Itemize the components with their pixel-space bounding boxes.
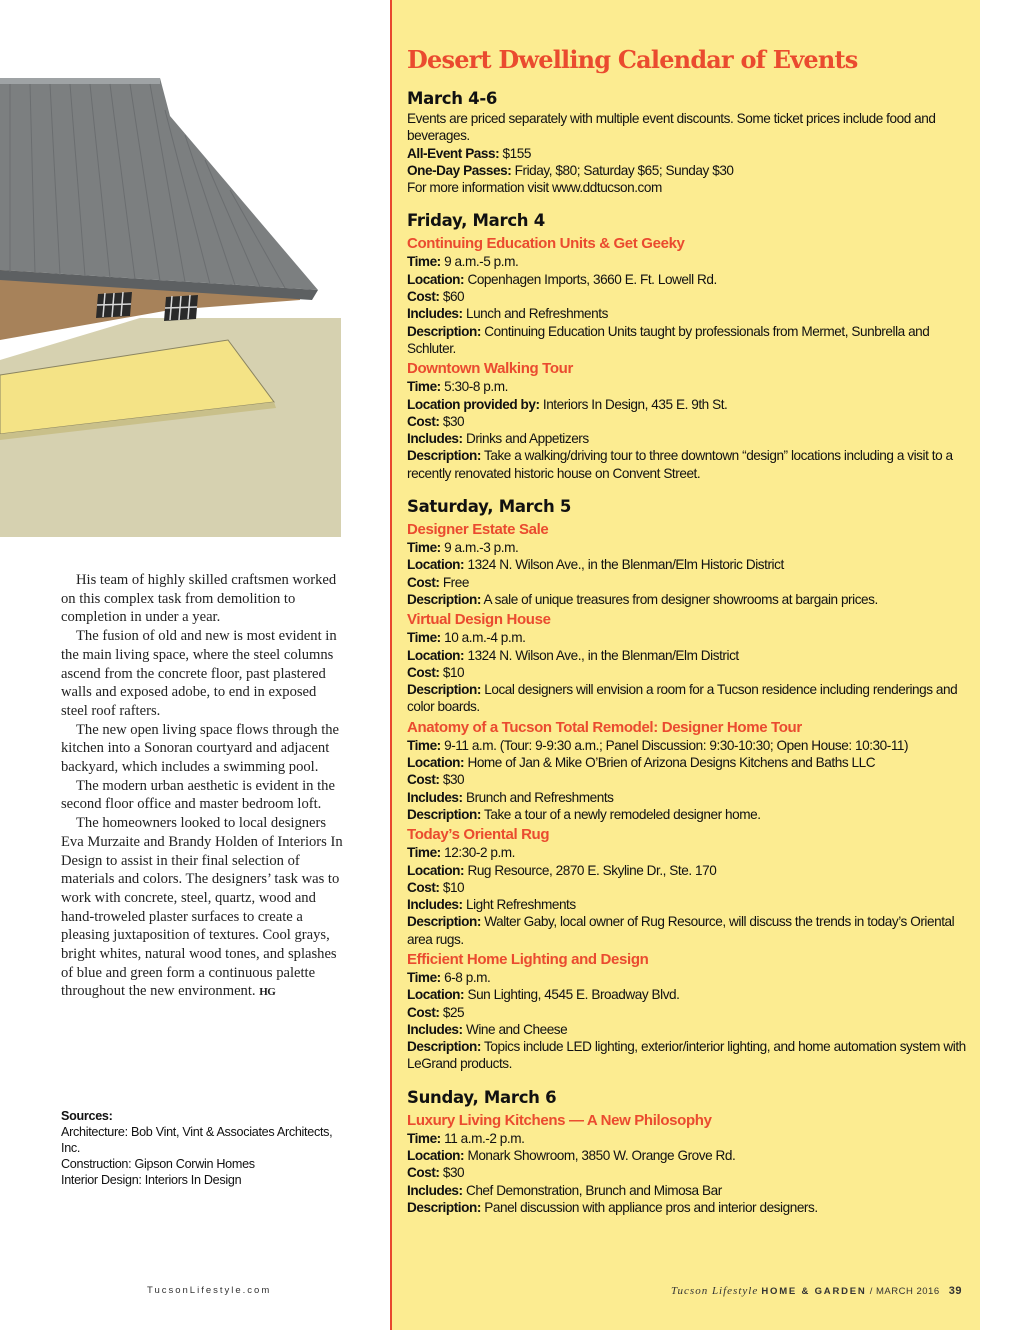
detail-value: Take a walking/driving tour to three downtown “design” locations including a visit to a recently renovated historic house on Convent Street. [407, 448, 953, 481]
footer-separator: / [869, 1286, 873, 1297]
detail-value: 9 a.m.-5 p.m. [444, 254, 519, 270]
event-detail-row [407, 647, 967, 664]
detail-value: Wine and Cheese [465, 1021, 568, 1037]
event-detail-row [407, 145, 967, 162]
page-number: 39 [948, 1285, 962, 1297]
sources-title: Sources: [61, 1109, 113, 1123]
day-heading: Saturday, March 5 [407, 497, 572, 517]
detail-value: Sun Lighting, 4545 E. Broadway Blvd. [467, 987, 680, 1003]
hg-end-mark: HG [259, 986, 276, 999]
event-title: Downtown Walking Tour [407, 360, 573, 378]
event-detail-row [407, 754, 967, 771]
event-item [407, 950, 967, 1073]
detail-value: Brunch and Refreshments [465, 789, 614, 805]
detail-value: $30 [442, 772, 465, 788]
detail-value: A sale of unique treasures from designer showrooms at bargain prices. [483, 591, 878, 607]
detail-value: 6-8 p.m. [444, 969, 491, 985]
detail-value: $10 [442, 879, 465, 895]
event-detail-row [407, 879, 967, 896]
day-heading: Sunday, March 6 [407, 1087, 557, 1107]
detail-label: Location: [407, 755, 465, 771]
house-rendering [0, 0, 341, 537]
detail-label: Includes: [407, 431, 463, 447]
detail-value: Chef Demonstration, Brunch and Mimosa Bar [465, 1182, 722, 1198]
detail-label: Description: [407, 1039, 481, 1055]
overview-intro: Events are priced separately with multiple event discounts. Some ticket prices include food and beverages. [407, 111, 936, 144]
detail-label: Cost: [407, 879, 440, 895]
detail-label: Location provided by: [407, 396, 540, 412]
detail-value: 9-11 a.m. (Tour: 9-9:30 a.m.; Panel Discussion: 9:30-10:30; Open House: 10:30-11) [444, 737, 909, 753]
day-heading: Friday, March 4 [407, 211, 545, 231]
detail-label: Cost: [407, 413, 440, 429]
detail-label: Location: [407, 557, 465, 573]
event-detail-row [407, 305, 967, 322]
detail-label: Location: [407, 271, 465, 287]
detail-label: Location: [407, 1148, 465, 1164]
event-detail-row [407, 288, 967, 305]
article-body [61, 571, 346, 1002]
event-detail-row [407, 162, 967, 179]
detail-value: $25 [442, 1004, 465, 1020]
day-section [407, 1087, 967, 1216]
event-detail-row [407, 447, 967, 482]
detail-label: Time: [407, 254, 441, 270]
detail-label: All-Event Pass: [407, 145, 500, 161]
event-title: Anatomy of a Tucson Total Remodel: Designer Home Tour [407, 718, 802, 736]
detail-value: 5:30-8 p.m. [444, 379, 508, 395]
article-paragraph: The new open living space flows through the kitchen into a Sonoran courtyard and adjacent backyard, which includes a swimming pool. [61, 721, 340, 776]
event-detail-row [407, 969, 967, 986]
event-title: Efficient Home Lighting and Design [407, 950, 649, 968]
detail-value: $60 [442, 289, 465, 305]
page-footer [671, 1285, 962, 1297]
event-detail-row [407, 1021, 967, 1038]
event-item [407, 610, 967, 715]
overview-rows [407, 145, 967, 197]
day-section [407, 496, 967, 1073]
event-detail-row [407, 771, 967, 788]
event-detail-row [407, 556, 967, 573]
detail-value: Local designers will envision a room for a Tucson residence including renderings and color boards. [407, 682, 958, 715]
detail-value: Interiors In Design, 435 E. 9th St. [542, 396, 728, 412]
detail-label: Location: [407, 987, 465, 1003]
detail-value: Rug Resource, 2870 E. Skyline Dr., Ste. 170 [467, 862, 717, 878]
detail-value: $155 [502, 145, 531, 161]
detail-value: Walter Gaby, local owner of Rug Resource, will discuss the trends in today’s Oriental area rugs. [407, 914, 955, 947]
event-detail-row [407, 253, 967, 270]
event-detail-row [407, 862, 967, 879]
event-item [407, 359, 967, 482]
article-paragraph: The fusion of old and new is most evident in the main living space, where the steel columns ascend from the concrete floor, past plastered walls and exposed adobe, to end in exposed steel roof rafters. [61, 628, 337, 719]
calendar-days [407, 210, 967, 1216]
detail-label: Includes: [407, 897, 463, 913]
detail-label: Includes: [407, 306, 463, 322]
source-line: Interior Design: Interiors In Design [61, 1173, 242, 1187]
footer-website: TucsonLifestyle.com [147, 1285, 272, 1296]
detail-value: $30 [442, 1165, 465, 1181]
detail-label: Includes: [407, 1182, 463, 1198]
event-detail-row [407, 574, 967, 591]
detail-label: One-Day Passes: [407, 162, 512, 178]
detail-value: For more information visit www.ddtucson.com [407, 180, 662, 196]
detail-value: 11 a.m.-2 p.m. [444, 1130, 525, 1146]
event-title: Designer Estate Sale [407, 521, 549, 539]
event-detail-row [407, 913, 967, 948]
event-title: Today’s Oriental Rug [407, 826, 550, 844]
event-detail-row [407, 271, 967, 288]
event-item [407, 234, 967, 357]
detail-value: Topics include LED lighting, exterior/interior lighting, and home automation system with LeGrand products. [407, 1039, 966, 1072]
detail-label: Time: [407, 540, 441, 556]
event-detail-row [407, 1199, 967, 1216]
detail-label: Time: [407, 737, 441, 753]
event-detail-row [407, 1147, 967, 1164]
magazine-name: Tucson Lifestyle [671, 1285, 759, 1297]
calendar-title: Desert Dwelling Calendar of Events [407, 45, 858, 74]
detail-label: Includes: [407, 1021, 463, 1037]
detail-value: 1324 N. Wilson Ave., in the Blenman/Elm District [467, 647, 739, 663]
detail-label: Cost: [407, 772, 440, 788]
detail-value: $30 [442, 413, 465, 429]
event-title: Virtual Design House [407, 611, 551, 629]
detail-label: Cost: [407, 1004, 440, 1020]
event-detail-row [407, 539, 967, 556]
detail-label: Cost: [407, 664, 440, 680]
event-detail-row [407, 378, 967, 395]
detail-value: 12:30-2 p.m. [444, 845, 516, 861]
event-detail-row [407, 986, 967, 1003]
detail-value: Drinks and Appetizers [465, 431, 589, 447]
detail-value: Continuing Education Units taught by professionals from Mermet, Sunbrella and Schluter. [407, 323, 930, 356]
event-item [407, 718, 967, 823]
article-paragraph-text: The homeowners looked to local designers Eva Murzaite and Brandy Holden of Interiors In Design to assist in their final selection of materials and colors. The designers’ task was to work with concrete, steel, quartz, wood and hand-troweled plaster surfaces to create a pleasing juxtaposition of textures. Cool grays, bright whites, natural wood tones, and splashes of blue and green form a continuous palette throughout the new environment. [61, 815, 343, 1000]
event-detail-row [407, 1038, 967, 1073]
detail-label: Time: [407, 845, 441, 861]
event-detail-row [407, 413, 967, 430]
event-item [407, 1111, 967, 1216]
issue-date: MARCH 2016 [876, 1286, 940, 1297]
detail-label: Cost: [407, 289, 440, 305]
detail-label: Time: [407, 630, 441, 646]
detail-value: $10 [442, 664, 465, 680]
overview-section [407, 88, 967, 196]
event-title: Luxury Living Kitchens — A New Philosophy [407, 1111, 712, 1129]
event-detail-row [407, 664, 967, 681]
event-detail-row [407, 1004, 967, 1021]
detail-label: Description: [407, 591, 481, 607]
day-section [407, 210, 967, 482]
event-detail-row [407, 789, 967, 806]
detail-label: Description: [407, 323, 481, 339]
calendar [407, 44, 967, 1216]
detail-value: Free [442, 574, 469, 590]
detail-label: Location: [407, 647, 465, 663]
detail-value: 10 a.m.-4 p.m. [444, 630, 526, 646]
article-paragraph: His team of highly skilled craftsmen worked on this complex task from demolition to completion in under a year. [61, 572, 337, 626]
detail-value: Take a tour of a newly remodeled designer home. [484, 806, 761, 822]
event-detail-row [407, 629, 967, 646]
detail-value: 1324 N. Wilson Ave., in the Blenman/Elm Historic District [467, 557, 784, 573]
event-detail-row [407, 396, 967, 413]
event-detail-row [407, 430, 967, 447]
detail-label: Description: [407, 914, 481, 930]
event-detail-row [407, 806, 967, 823]
event-detail-row [407, 737, 967, 754]
article-paragraph [61, 814, 346, 1002]
detail-value: Panel discussion with appliance pros and interior designers. [484, 1199, 818, 1215]
event-title: Continuing Education Units & Get Geeky [407, 235, 685, 253]
detail-value: 9 a.m.-3 p.m. [444, 540, 519, 556]
detail-value: Friday, $80; Saturday $65; Sunday $30 [514, 162, 734, 178]
event-detail-row [407, 1182, 967, 1199]
event-detail-row [407, 896, 967, 913]
detail-label: Time: [407, 379, 441, 395]
detail-label: Description: [407, 806, 481, 822]
detail-label: Location: [407, 862, 465, 878]
event-item [407, 520, 967, 608]
source-line: Architecture: Bob Vint, Vint & Associates Architects, Inc. [61, 1125, 333, 1155]
detail-value: Monark Showroom, 3850 W. Orange Grove Rd. [467, 1148, 736, 1164]
detail-value: Home of Jan & Mike O’Brien of Arizona Designs Kitchens and Baths LLC [467, 755, 876, 771]
event-detail-row [407, 323, 967, 358]
source-line: Construction: Gipson Corwin Homes [61, 1157, 255, 1171]
article-paragraph: The modern urban aesthetic is evident in the second floor office and master bedroom loft. [61, 777, 335, 813]
sources-block [61, 1108, 346, 1188]
overview-heading: March 4-6 [407, 89, 498, 108]
detail-label: Cost: [407, 574, 440, 590]
detail-label: Time: [407, 1130, 441, 1146]
detail-label: Description: [407, 1199, 481, 1215]
event-item [407, 825, 967, 948]
event-detail-row [407, 179, 967, 196]
event-detail-row [407, 1164, 967, 1181]
detail-value: Copenhagen Imports, 3660 E. Ft. Lowell Rd. [467, 271, 717, 287]
section-name: HOME & GARDEN [761, 1286, 867, 1297]
detail-label: Description: [407, 682, 481, 698]
detail-label: Description: [407, 448, 481, 464]
detail-value: Light Refreshments [465, 897, 576, 913]
detail-value: Lunch and Refreshments [465, 306, 608, 322]
event-detail-row [407, 844, 967, 861]
event-detail-row [407, 1130, 967, 1147]
detail-label: Includes: [407, 789, 463, 805]
detail-label: Cost: [407, 1165, 440, 1181]
event-detail-row [407, 591, 967, 608]
detail-label: Time: [407, 969, 441, 985]
event-detail-row [407, 681, 967, 716]
